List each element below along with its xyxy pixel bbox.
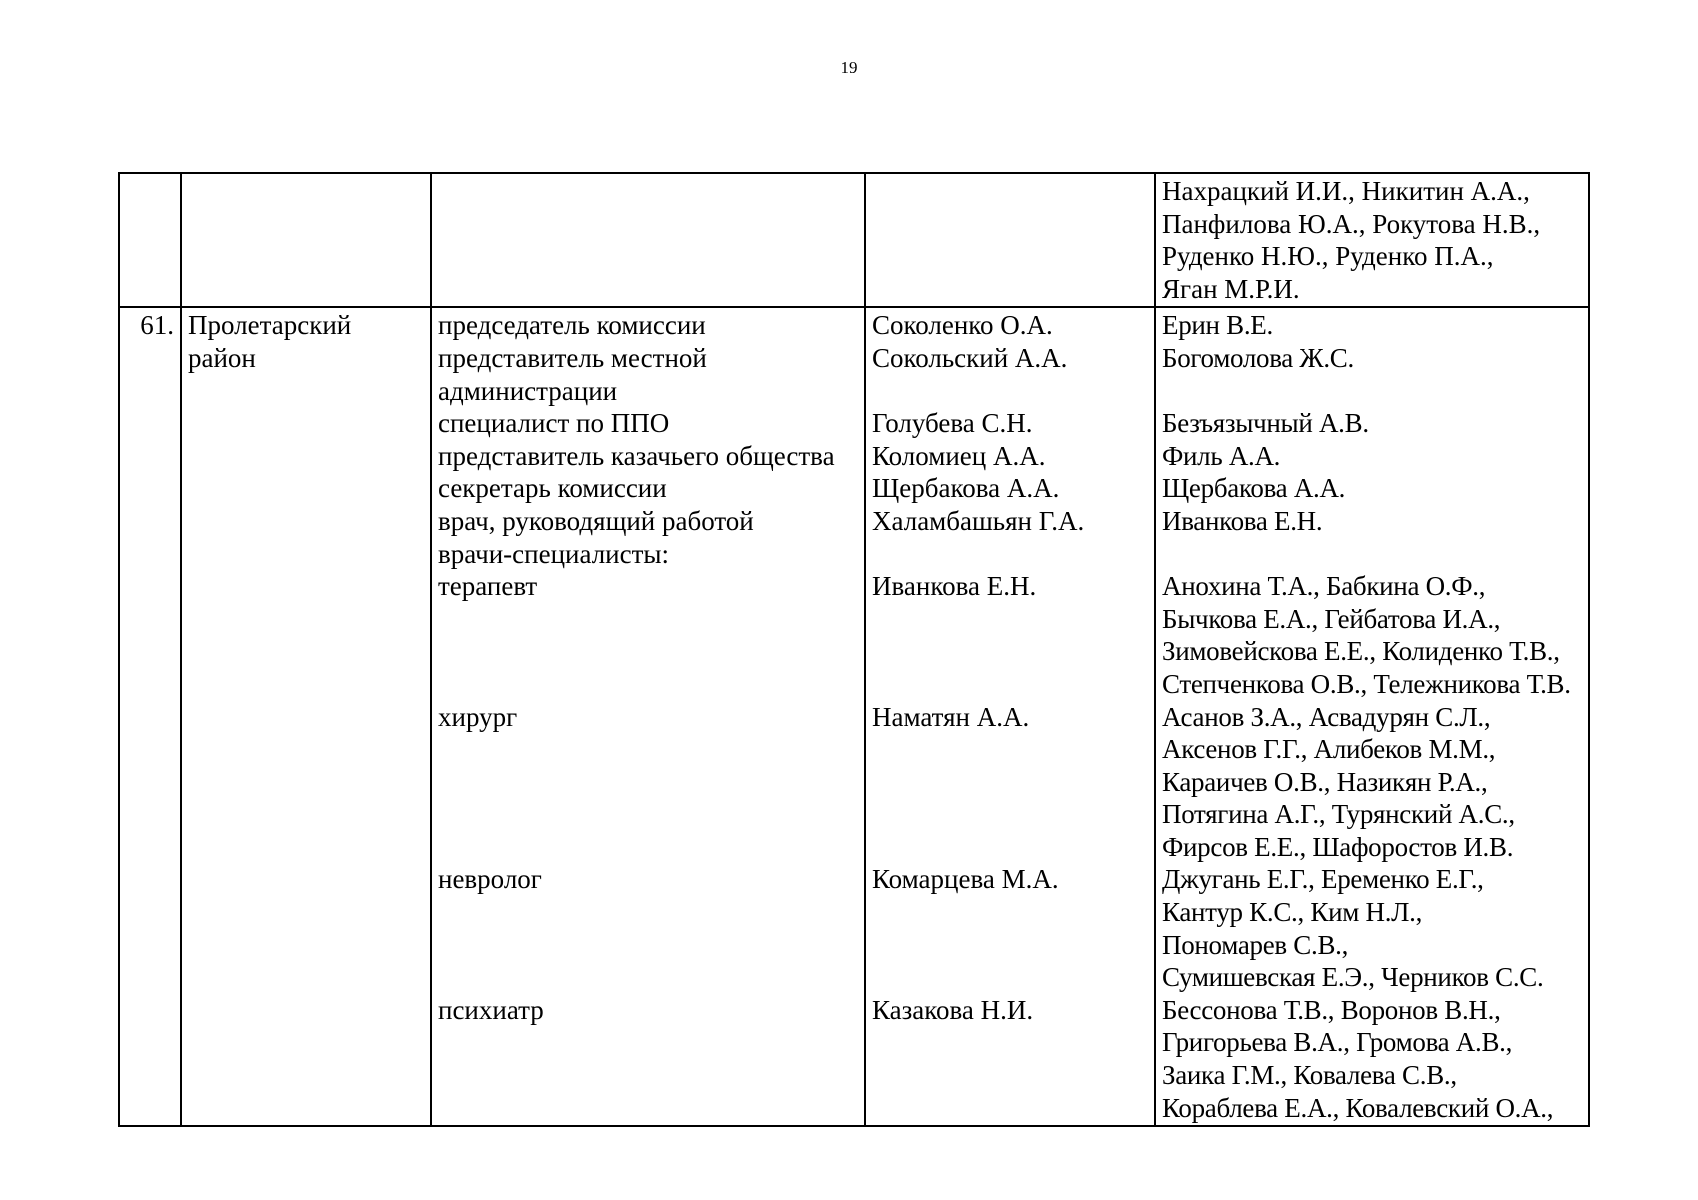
role-line: врачи-специалисты: [438, 538, 670, 569]
reserve-member-line: Аксенов Г.Г., Алибеков М.М., [1162, 734, 1496, 765]
main-member-line [872, 766, 1148, 799]
main-member-cell [865, 173, 1155, 307]
role-line: терапевт [438, 571, 538, 602]
main-member-line [872, 961, 1148, 994]
role-line [438, 896, 858, 929]
district-cell [181, 307, 431, 1126]
main-member-line [872, 668, 1148, 701]
reserve-member-line: Иванкова Е.Н. [1162, 505, 1323, 536]
reserve-member-line: Зимовейскова Е.Е., Колиденко Т.В., [1162, 636, 1560, 667]
main-member-line: Щербакова А.А. [872, 473, 1060, 504]
main-member-line: Комарцева М.А. [872, 864, 1059, 895]
role-line: председатель комиссии [438, 310, 706, 341]
reserve-member-line: Григорьева В.А., Громова А.В., [1162, 1027, 1513, 1058]
role-line: представитель казачьего общества [438, 440, 835, 471]
reserve-member-line: Степченкова О.В., Тележникова Т.В. [1162, 668, 1571, 699]
reserve-member-line: Заика Г.М., Ковалева С.В., [1162, 1060, 1457, 1091]
role-line: врач, руководящий работой [438, 505, 754, 536]
reserve-member-line: Панфилова Ю.А., Рокутова Н.В., [1162, 208, 1541, 239]
row-number-cell [119, 307, 181, 1126]
role-line [438, 635, 858, 668]
main-member-line: Халамбашьян Г.А. [872, 505, 1085, 536]
role-line: администрации [438, 375, 618, 406]
reserve-member-line: Нахрацкий И.И., Никитин А.А., [1162, 176, 1530, 206]
role-line [438, 798, 858, 831]
main-member-line [872, 375, 1148, 408]
role-line [438, 668, 858, 701]
main-member-line [872, 1059, 1148, 1092]
main-member-line: Коломиец А.А. [872, 440, 1046, 471]
reserve-member-line: Фирсов Е.Е., Шафоростов И.В. [1162, 831, 1514, 862]
reserve-member-cell [1155, 173, 1589, 307]
reserve-member-line: Руденко Н.Ю., Руденко П.А., [1162, 241, 1494, 272]
reserve-member-line: Щербакова А.А. [1162, 473, 1346, 504]
number-cell [119, 173, 181, 307]
role-line [438, 603, 858, 636]
main-member-line [872, 1026, 1148, 1059]
main-member-line: Соколенко О.А. [872, 310, 1053, 341]
role-line: хирург [438, 701, 518, 732]
main-member-line [872, 896, 1148, 929]
reserve-member-line: Анохина Т.А., Бабкина О.Ф., [1162, 571, 1486, 602]
main-member-line [872, 635, 1148, 668]
main-member-line [872, 831, 1148, 864]
table-row-61 [119, 307, 1589, 1126]
district-name-line: район [188, 342, 256, 373]
reserve-member-line: Безъязычный А.В. [1162, 408, 1369, 439]
reserve-member-line: Бычкова Е.А., Гейбатова И.А., [1162, 603, 1501, 634]
main-member-line [872, 538, 1148, 571]
main-member-line [872, 1092, 1148, 1125]
reserve-member-cell [1155, 307, 1589, 1126]
main-member-line [872, 798, 1148, 831]
main-member-line: Голубева С.Н. [872, 408, 1033, 439]
main-member-line: Сокольский А.А. [872, 342, 1068, 373]
district-cell [181, 173, 431, 307]
main-member-line: Казакова Н.И. [872, 994, 1034, 1025]
role-line [438, 1026, 858, 1059]
role-line: невролог [438, 864, 542, 895]
role-line [438, 1059, 858, 1092]
reserve-member-line: Филь А.А. [1162, 440, 1281, 471]
main-member-line [872, 603, 1148, 636]
reserve-member-line: Джугань Е.Г., Еременко Е.Г., [1162, 864, 1484, 895]
reserve-member-line: Асанов З.А., Асвадурян С.Л., [1162, 701, 1491, 732]
role-line [438, 733, 858, 766]
role-line [438, 1092, 858, 1125]
main-member-line: Наматян А.А. [872, 701, 1030, 732]
role-cell [431, 307, 865, 1126]
role-line: представитель местной [438, 342, 707, 373]
main-member-line [872, 733, 1148, 766]
role-line [438, 961, 858, 994]
reserve-member-line: Караичев О.В., Назикян Р.А., [1162, 766, 1488, 797]
main-member-line [872, 929, 1148, 962]
reserve-member-line: Потягина А.Г., Турянский А.С., [1162, 799, 1515, 830]
reserve-member-line: Богомолова Ж.С. [1162, 342, 1354, 373]
reserve-member-line: Ерин В.Е. [1162, 310, 1273, 341]
main-member-line: Иванкова Е.Н. [872, 571, 1037, 602]
role-line [438, 766, 858, 799]
reserve-member-line [1162, 538, 1582, 571]
main-member-cell [865, 307, 1155, 1126]
reserve-member-line [1162, 375, 1582, 408]
district-name-line: Пролетарский [188, 310, 352, 341]
page-number: 19 [840, 58, 858, 77]
reserve-member-line: Бессонова Т.В., Воронов В.Н., [1162, 994, 1501, 1025]
reserve-member-line: Яган М.Р.И. [1162, 273, 1300, 304]
reserve-member-line: Кораблева Е.А., Ковалевский О.А., [1162, 1092, 1554, 1123]
role-line: психиатр [438, 994, 544, 1025]
row-number: 61. [140, 310, 174, 341]
role-cell [431, 173, 865, 307]
role-line [438, 929, 858, 962]
reserve-member-line: Сумишевская Е.Э., Черников С.С. [1162, 962, 1544, 993]
reserve-member-line: Кантур К.С., Ким Н.Л., [1162, 897, 1423, 928]
table-row-continuation [119, 173, 1589, 307]
commission-table [118, 172, 1590, 1127]
role-line: специалист по ППО [438, 408, 670, 439]
role-line: секретарь комиссии [438, 473, 667, 504]
reserve-member-line: Пономарев С.В., [1162, 929, 1349, 960]
role-line [438, 831, 858, 864]
